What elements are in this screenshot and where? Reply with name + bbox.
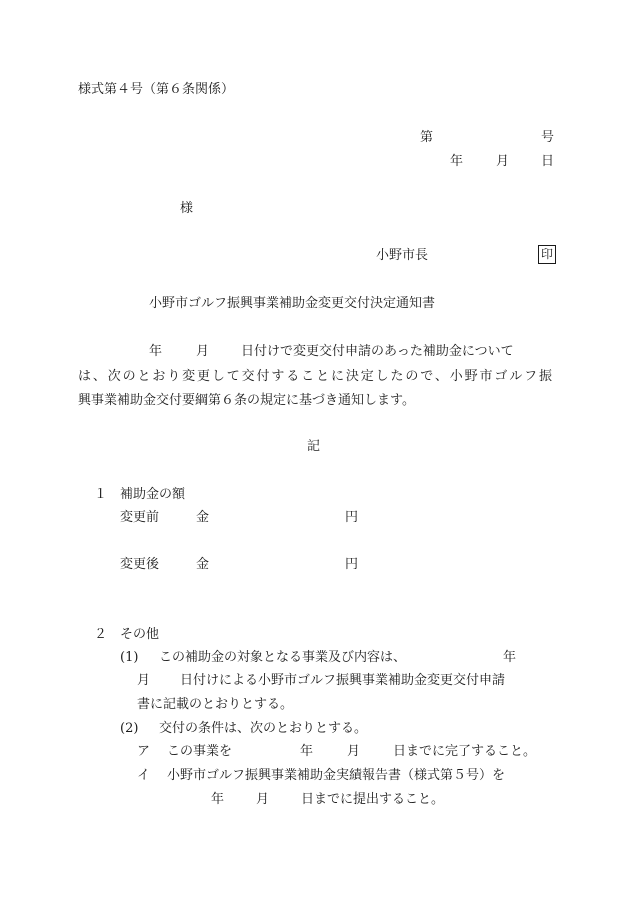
subitem-i-text2: 日までに提出すること。 <box>301 792 445 807</box>
section1-number: １ <box>94 487 108 502</box>
subitem-a-text2: 日までに完了すること。 <box>393 744 537 759</box>
form-label: 様式第４号（第６条関係） <box>78 82 235 97</box>
seal-stamp: 印 <box>538 245 556 264</box>
item1-number: (1) <box>120 650 139 665</box>
issuer-name: 小野市長 <box>376 248 429 263</box>
item2-line1: 交付の条件は、次のとおりとする。 <box>159 721 368 736</box>
section1-heading: 補助金の額 <box>120 487 186 502</box>
after-kin: 金 <box>196 557 210 572</box>
subitem-a-text1: この事業を <box>167 744 233 759</box>
item2-number: (2) <box>120 721 139 736</box>
item1-line1: この補助金の対象となる事業及び内容は、 <box>159 650 407 665</box>
date-day: 日 <box>541 154 555 169</box>
subitem-a-year: 年 <box>300 744 314 759</box>
item1-line3: 書に記載のとおりとする。 <box>137 697 294 712</box>
subitem-i-text1: 小野市ゴルフ振興事業補助金実績報告書（様式第５号）を <box>167 768 506 783</box>
subitem-i-label: イ <box>137 768 151 783</box>
date-month: 月 <box>496 154 510 169</box>
after-change-label: 変更後 <box>120 557 160 572</box>
section2-heading: その他 <box>120 627 160 642</box>
addressee-sama: 様 <box>180 201 194 216</box>
body-line3: 興事業補助金交付要綱第６条の規定に基づき通知します。 <box>78 393 415 408</box>
before-yen: 円 <box>345 510 359 525</box>
date-year: 年 <box>450 154 464 169</box>
body-line1-year: 年 <box>149 344 163 359</box>
body-line2: は、次のとおり変更して交付することに決定したので、小野市ゴルフ振 <box>78 369 552 384</box>
body-line1-rest: 日付けで変更交付申請のあった補助金について <box>241 344 514 359</box>
document-title: 小野市ゴルフ振興事業補助金変更交付決定通知書 <box>149 296 436 311</box>
item1-line2: 日付けによる小野市ゴルフ振興事業補助金変更交付申請 <box>180 673 506 688</box>
item1-year: 年 <box>503 650 517 665</box>
subitem-a-month: 月 <box>347 744 361 759</box>
before-kin: 金 <box>196 510 210 525</box>
subitem-i-month: 月 <box>256 792 270 807</box>
body-line1-month: 月 <box>196 344 210 359</box>
subitem-i-year: 年 <box>211 792 225 807</box>
doc-number-dai: 第 <box>420 130 434 145</box>
before-change-label: 変更前 <box>120 510 160 525</box>
after-yen: 円 <box>345 557 359 572</box>
subitem-a-label: ア <box>137 744 151 759</box>
doc-number-go: 号 <box>541 130 555 145</box>
ki-heading: 記 <box>307 439 321 454</box>
item1-month: 月 <box>137 673 151 688</box>
section2-number: ２ <box>94 627 108 642</box>
